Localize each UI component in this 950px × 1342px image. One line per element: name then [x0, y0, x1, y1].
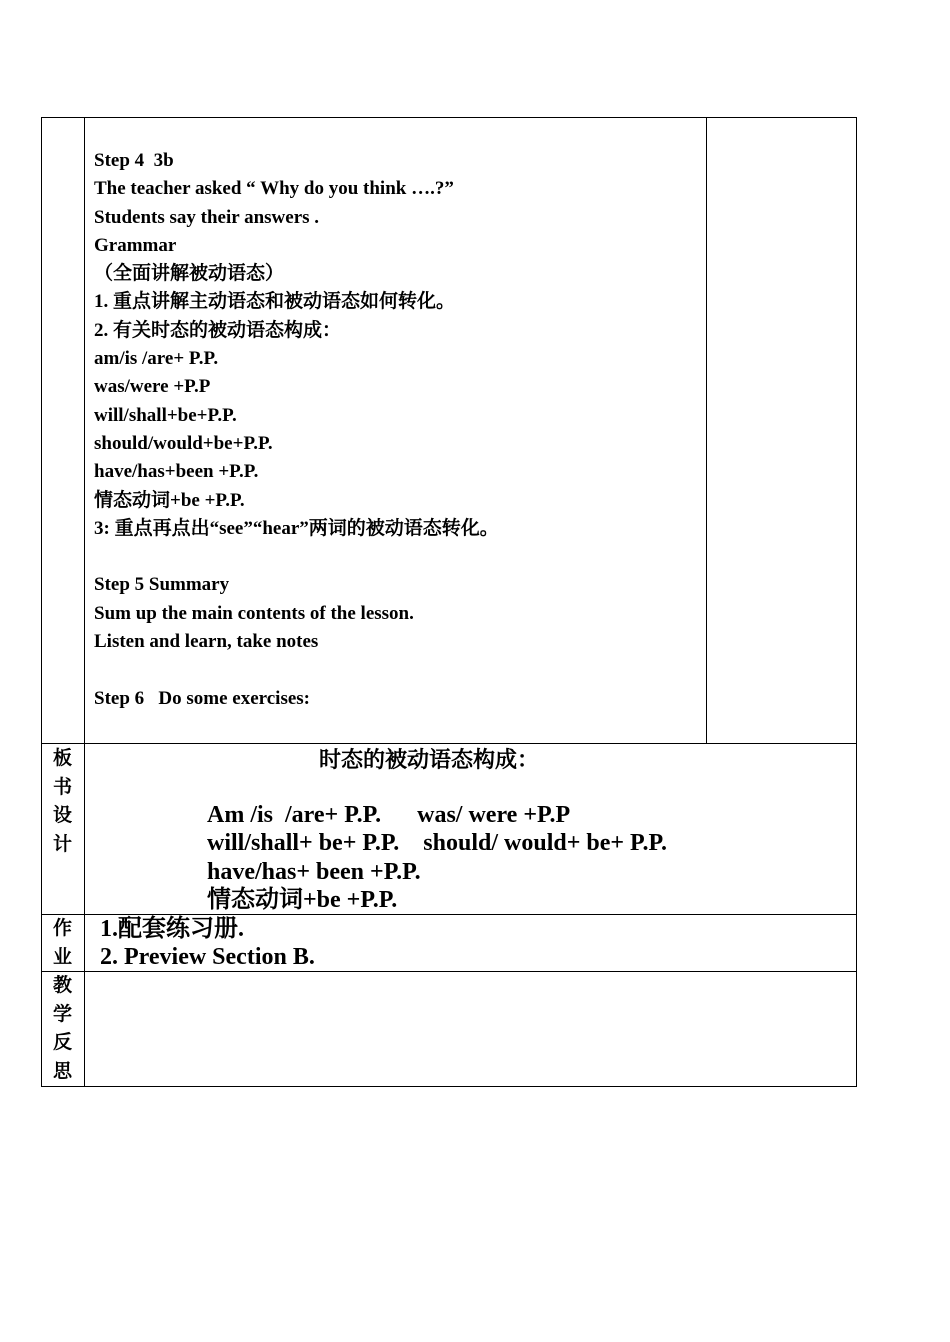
label-char: 教	[52, 975, 72, 996]
process-line	[94, 656, 694, 684]
process-line: Step 5 Summary	[94, 574, 230, 596]
label-char: 反	[52, 1032, 72, 1053]
board-design-label	[41, 745, 84, 859]
reflection-label	[41, 972, 84, 1086]
board-line: have/has+ been +P.P.	[207, 858, 421, 885]
process-line: am/is /are+ P.P.	[94, 348, 219, 370]
process-line: The teacher asked “ Why do you think ….?”	[94, 178, 454, 200]
process-line	[94, 543, 694, 571]
label-char: 设	[52, 805, 72, 826]
label-char: 作	[52, 918, 72, 939]
process-line: 情态动词+be +P.P.	[94, 489, 245, 511]
board-line: will/shall+ be+ P.P. should/ would+ be+ P.P.	[207, 830, 667, 857]
lesson-plan-table	[41, 117, 857, 1087]
label-char: 计	[52, 833, 72, 855]
board-title: 时态的被动语态构成：	[319, 747, 540, 772]
process-line: was/were +P.P	[94, 376, 211, 398]
process-line: will/shall+be+P.P.	[94, 404, 237, 426]
label-char: 学	[52, 1003, 72, 1025]
process-line: have/has+been +P.P.	[94, 461, 259, 483]
homework-line: 1.配套练习册.	[100, 916, 244, 942]
table-bottom-border	[41, 1086, 857, 1087]
process-line: Listen and learn, take notes	[94, 631, 319, 653]
table-top-border	[41, 117, 857, 118]
process-line: should/would+be+P.P.	[94, 432, 273, 454]
homework-content	[100, 915, 315, 972]
process-line: 2. 有关时态的被动语态构成：	[94, 319, 342, 341]
process-line: （全面讲解被动语态）	[94, 263, 285, 285]
label-column-divider	[84, 117, 85, 1087]
label-char: 业	[52, 946, 72, 968]
board-content	[207, 801, 667, 914]
homework-line: 2. Preview Section B.	[100, 944, 315, 971]
notes-column-divider	[706, 117, 707, 743]
board-line: 情态动词+be +P.P.	[207, 886, 398, 913]
label-char: 书	[52, 776, 72, 798]
process-line: 3: 重点再点出“see”“hear”两词的被动语态转化。	[94, 517, 499, 539]
teaching-process-cell	[94, 147, 694, 713]
homework-label	[41, 915, 84, 972]
process-line: Sum up the main contents of the lesson.	[94, 602, 414, 624]
process-line: Grammar	[94, 234, 177, 256]
process-line: Step 6 Do some exercises:	[94, 687, 310, 709]
process-line: 1. 重点讲解主动语态和被动语态如何转化。	[94, 291, 456, 313]
board-line: Am /is /are+ P.P. was/ were +P.P	[207, 802, 571, 828]
process-line: Students say their answers .	[94, 206, 320, 228]
label-char: 板	[52, 748, 72, 769]
process-line: Step 4 3b	[94, 150, 174, 171]
table-right-border	[856, 117, 857, 1087]
label-char: 思	[52, 1060, 72, 1082]
